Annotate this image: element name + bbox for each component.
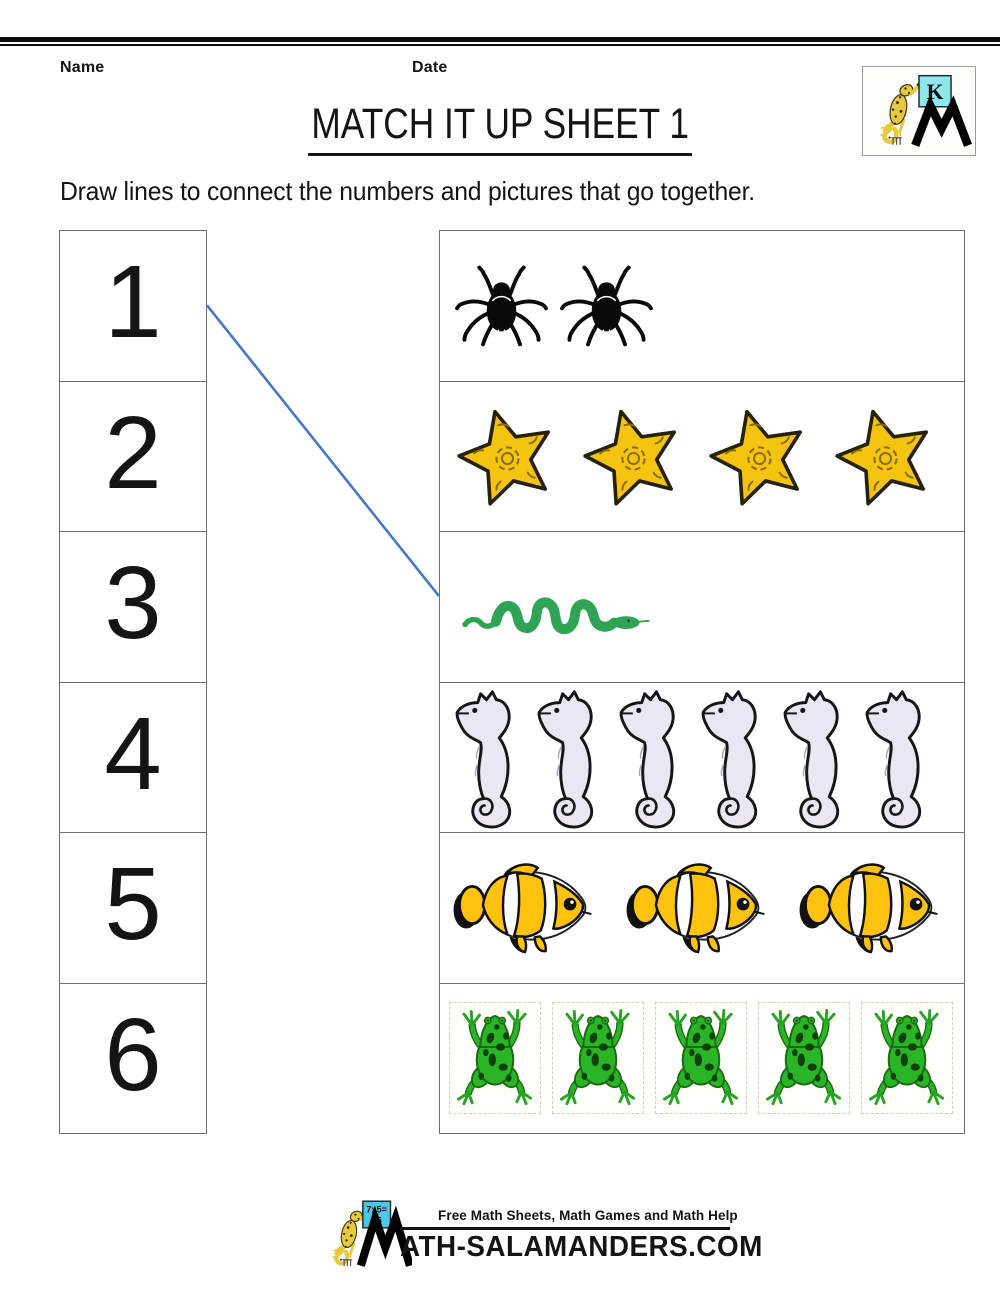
- top-rule-thin: [0, 44, 1000, 46]
- picture-cell-starfish[interactable]: [440, 382, 964, 533]
- number-cell-1[interactable]: [60, 231, 206, 382]
- frog-icon: [865, 1006, 949, 1110]
- footer-rule: [400, 1227, 730, 1230]
- clownfish-icon: [625, 861, 773, 954]
- instruction-text: Draw lines to connect the numbers and pictures that go together.: [60, 176, 755, 206]
- frog-tile: [449, 1002, 541, 1114]
- number-label: 3: [104, 545, 162, 661]
- snake-icon: [454, 589, 656, 639]
- footer-board-line1: 7x5=: [366, 1204, 388, 1215]
- seahorse-icon: [858, 684, 937, 831]
- number-cell-3[interactable]: [60, 532, 206, 683]
- footer-tagline: Free Math Sheets, Math Games and Math Help: [438, 1208, 738, 1223]
- footer-board-line2: 35: [371, 1215, 382, 1226]
- starfish-icon: [448, 403, 567, 510]
- picture-cell-seahorse[interactable]: [440, 683, 964, 834]
- frog-icon: [762, 1006, 846, 1110]
- number-label: 4: [104, 695, 162, 811]
- starfish-icon: [574, 403, 693, 510]
- frog-tile: [552, 1002, 644, 1114]
- frog-icon: [556, 1006, 640, 1110]
- number-cell-6[interactable]: [60, 984, 206, 1134]
- spider-icon: [559, 262, 654, 350]
- picture-cell-clownfish[interactable]: [440, 833, 964, 984]
- number-label: 1: [104, 244, 162, 360]
- number-label: 2: [104, 394, 162, 510]
- seahorse-icon: [694, 684, 773, 831]
- starfish-icon: [700, 403, 819, 510]
- frog-tile: [758, 1002, 850, 1114]
- pictures-column: [439, 230, 965, 1134]
- number-cell-2[interactable]: [60, 382, 206, 533]
- drawn-match-line: [207, 305, 439, 596]
- number-label: 5: [104, 846, 162, 962]
- clownfish-icon: [798, 861, 946, 954]
- seahorse-icon: [776, 684, 855, 831]
- name-label: Name: [60, 59, 105, 76]
- frog-icon: [659, 1006, 743, 1110]
- title-wrap: [0, 100, 1000, 156]
- number-label: 6: [104, 996, 162, 1112]
- footer-wordmark: ATH-SALAMANDERS.COM: [400, 1231, 763, 1263]
- numbers-column: [59, 230, 207, 1134]
- top-rule-thick: [0, 37, 1000, 42]
- picture-cell-snake[interactable]: [440, 532, 964, 683]
- logo-board-letter: K: [926, 80, 944, 105]
- frog-tile: [861, 1002, 953, 1114]
- spider-icon: [454, 262, 549, 350]
- seahorse-icon: [448, 684, 527, 831]
- frog-icon: [453, 1006, 537, 1110]
- frog-tile: [655, 1002, 747, 1114]
- seahorse-icon: [530, 684, 609, 831]
- date-label: Date: [412, 59, 448, 76]
- clownfish-icon: [452, 861, 600, 954]
- page-title: MATCH IT UP SHEET 1: [308, 100, 692, 156]
- starfish-icon: [826, 403, 945, 510]
- number-cell-5[interactable]: [60, 833, 206, 984]
- footer-text: [400, 1196, 778, 1264]
- picture-cell-spider[interactable]: [440, 231, 964, 382]
- number-cell-4[interactable]: [60, 683, 206, 834]
- picture-cell-frog[interactable]: [440, 984, 964, 1134]
- seahorse-icon: [612, 684, 691, 831]
- footer: [326, 1196, 778, 1270]
